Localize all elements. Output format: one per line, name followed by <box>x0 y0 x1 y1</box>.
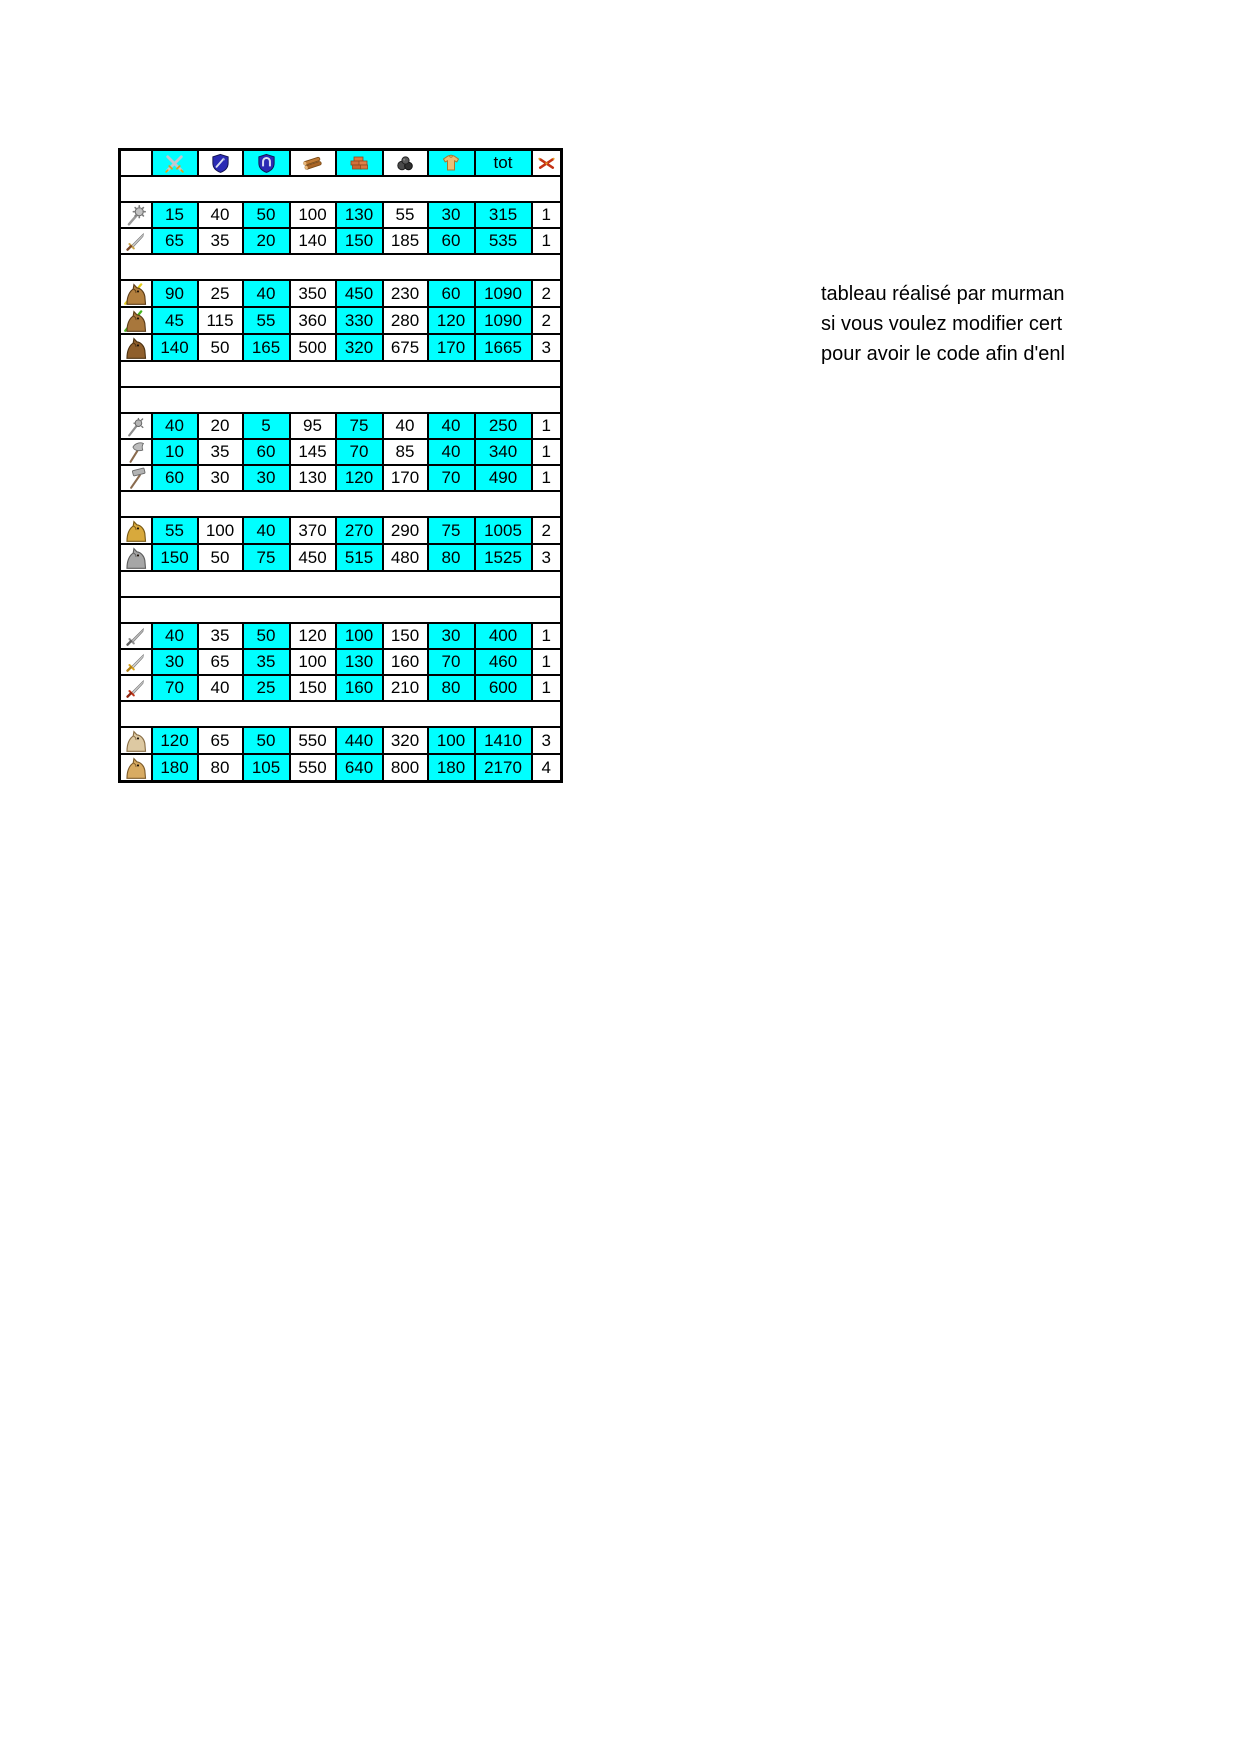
note-line-2: si vous voulez modifier cert <box>821 313 1063 335</box>
value-cell: 70 <box>336 439 383 465</box>
value-cell: 85 <box>383 439 428 465</box>
value-cell: 350 <box>290 280 336 307</box>
header-cell-attack <box>152 150 198 177</box>
value-cell: 100 <box>290 202 336 228</box>
horse-green-lance-icon <box>121 308 151 333</box>
value-cell: 640 <box>336 754 383 782</box>
value-cell: 40 <box>152 413 198 439</box>
value-cell: 165 <box>243 334 290 361</box>
value-cell: 1525 <box>475 544 532 571</box>
unit-icon-cell <box>120 202 152 228</box>
value-cell: 65 <box>198 649 243 675</box>
value-cell: 120 <box>290 623 336 649</box>
value-cell: 100 <box>290 649 336 675</box>
value-cell: 1 <box>532 202 562 228</box>
value-cell: 150 <box>383 623 428 649</box>
value-cell: 535 <box>475 228 532 254</box>
unit-icon-cell <box>120 754 152 782</box>
value-cell: 3 <box>532 727 562 754</box>
units-table <box>118 148 563 783</box>
unit-icon-cell <box>120 727 152 754</box>
value-cell: 150 <box>290 675 336 701</box>
spacer-cell <box>120 597 562 623</box>
header-cell-total <box>475 150 532 177</box>
header-cell-defense-cavalry <box>243 150 290 177</box>
unit-row <box>120 675 562 701</box>
spacer-cell <box>120 361 562 387</box>
value-cell: 40 <box>428 439 475 465</box>
value-cell: 675 <box>383 334 428 361</box>
value-cell: 40 <box>383 413 428 439</box>
value-cell: 120 <box>152 727 198 754</box>
value-cell: 20 <box>198 413 243 439</box>
spacer-row <box>120 176 562 202</box>
value-cell: 70 <box>428 649 475 675</box>
war-hammer-icon <box>121 466 151 490</box>
iron-icon <box>384 151 427 175</box>
unit-row <box>120 623 562 649</box>
value-cell: 3 <box>532 544 562 571</box>
unit-icon-cell <box>120 439 152 465</box>
horse-beige-icon <box>121 728 151 753</box>
header-cell-level <box>532 150 562 177</box>
value-cell: 320 <box>383 727 428 754</box>
value-cell: 450 <box>290 544 336 571</box>
value-cell: 150 <box>152 544 198 571</box>
value-cell: 40 <box>152 623 198 649</box>
value-cell: 230 <box>383 280 428 307</box>
value-cell: 800 <box>383 754 428 782</box>
value-cell: 280 <box>383 307 428 334</box>
armor-icon <box>429 151 474 175</box>
value-cell: 515 <box>336 544 383 571</box>
unit-row <box>120 727 562 754</box>
value-cell: 1 <box>532 649 562 675</box>
unit-icon-cell <box>120 465 152 491</box>
unit-icon-cell <box>120 280 152 307</box>
value-cell: 25 <box>198 280 243 307</box>
value-cell: 70 <box>428 465 475 491</box>
header-cell-iron <box>383 150 428 177</box>
unit-row <box>120 228 562 254</box>
spacer-row <box>120 571 562 597</box>
value-cell: 105 <box>243 754 290 782</box>
unit-row <box>120 280 562 307</box>
value-cell: 60 <box>243 439 290 465</box>
header-cell-armor <box>428 150 475 177</box>
unit-row <box>120 334 562 361</box>
value-cell: 75 <box>428 517 475 544</box>
value-cell: 30 <box>198 465 243 491</box>
value-cell: 120 <box>336 465 383 491</box>
value-cell: 370 <box>290 517 336 544</box>
value-cell: 1 <box>532 439 562 465</box>
value-cell: 130 <box>290 465 336 491</box>
shield-sword-icon <box>199 151 242 175</box>
value-cell: 70 <box>152 675 198 701</box>
value-cell: 180 <box>428 754 475 782</box>
unit-icon-cell <box>120 517 152 544</box>
value-cell: 2 <box>532 517 562 544</box>
header-cell-clay <box>336 150 383 177</box>
spacer-cell <box>120 571 562 597</box>
value-cell: 40 <box>428 413 475 439</box>
value-cell: 40 <box>198 675 243 701</box>
value-cell: 40 <box>243 280 290 307</box>
spacer-cell <box>120 491 562 517</box>
spacer-cell <box>120 701 562 727</box>
axe-icon <box>121 440 151 464</box>
value-cell: 5 <box>243 413 290 439</box>
value-cell: 360 <box>290 307 336 334</box>
value-cell: 140 <box>152 334 198 361</box>
spacer-row <box>120 701 562 727</box>
value-cell: 90 <box>152 280 198 307</box>
value-cell: 550 <box>290 754 336 782</box>
spacer-row <box>120 491 562 517</box>
unit-icon-cell <box>120 544 152 571</box>
unit-row <box>120 544 562 571</box>
value-cell: 2 <box>532 280 562 307</box>
value-cell: 60 <box>152 465 198 491</box>
value-cell: 55 <box>383 202 428 228</box>
value-cell: 50 <box>243 202 290 228</box>
value-cell: 1 <box>532 413 562 439</box>
value-cell: 50 <box>243 727 290 754</box>
unit-icon-cell <box>120 675 152 701</box>
morning-star-icon <box>121 203 151 227</box>
value-cell: 30 <box>243 465 290 491</box>
value-cell: 145 <box>290 439 336 465</box>
value-cell: 400 <box>475 623 532 649</box>
crossed-swords-icon <box>153 151 197 175</box>
value-cell: 55 <box>152 517 198 544</box>
value-cell: 65 <box>152 228 198 254</box>
value-cell: 10 <box>152 439 198 465</box>
value-cell: 550 <box>290 727 336 754</box>
sword-red-icon <box>121 676 151 700</box>
value-cell: 3 <box>532 334 562 361</box>
value-cell: 270 <box>336 517 383 544</box>
spacer-row <box>120 387 562 413</box>
value-cell: 130 <box>336 202 383 228</box>
value-cell: 600 <box>475 675 532 701</box>
value-cell: 80 <box>428 675 475 701</box>
clay-icon <box>337 151 382 175</box>
author-note <box>821 279 1065 369</box>
value-cell: 100 <box>198 517 243 544</box>
value-cell: 95 <box>290 413 336 439</box>
spacer-row <box>120 361 562 387</box>
unit-row <box>120 517 562 544</box>
value-cell: 290 <box>383 517 428 544</box>
total-column-label: tot <box>493 153 513 172</box>
value-cell: 40 <box>198 202 243 228</box>
value-cell: 50 <box>198 544 243 571</box>
value-cell: 1 <box>532 228 562 254</box>
value-cell: 315 <box>475 202 532 228</box>
header-cell-wood <box>290 150 336 177</box>
sword-gray-icon <box>121 624 151 648</box>
value-cell: 50 <box>198 334 243 361</box>
value-cell: 160 <box>383 649 428 675</box>
unit-row <box>120 307 562 334</box>
header-cell-unit <box>120 150 152 177</box>
value-cell: 170 <box>428 334 475 361</box>
value-cell: 1 <box>532 623 562 649</box>
value-cell: 160 <box>336 675 383 701</box>
value-cell: 30 <box>428 623 475 649</box>
value-cell: 185 <box>383 228 428 254</box>
table-header-row <box>120 150 562 177</box>
value-cell: 170 <box>383 465 428 491</box>
spacer-cell <box>120 254 562 280</box>
value-cell: 130 <box>336 649 383 675</box>
value-cell: 120 <box>428 307 475 334</box>
note-line-1: tableau réalisé par murman <box>821 283 1065 305</box>
value-cell: 35 <box>198 228 243 254</box>
red-crossed-tools-icon <box>533 151 561 175</box>
value-cell: 25 <box>243 675 290 701</box>
value-cell: 30 <box>152 649 198 675</box>
spacer-row <box>120 254 562 280</box>
value-cell: 1 <box>532 465 562 491</box>
value-cell: 140 <box>290 228 336 254</box>
value-cell: 460 <box>475 649 532 675</box>
value-cell: 45 <box>152 307 198 334</box>
value-cell: 1090 <box>475 280 532 307</box>
value-cell: 1410 <box>475 727 532 754</box>
value-cell: 75 <box>336 413 383 439</box>
value-cell: 60 <box>428 280 475 307</box>
value-cell: 15 <box>152 202 198 228</box>
unit-row <box>120 754 562 782</box>
value-cell: 210 <box>383 675 428 701</box>
spacer-cell <box>120 387 562 413</box>
header-cell-defense-infantry <box>198 150 243 177</box>
value-cell: 500 <box>290 334 336 361</box>
value-cell: 340 <box>475 439 532 465</box>
value-cell: 150 <box>336 228 383 254</box>
horse-tan-icon <box>121 755 151 780</box>
horse-brown-icon <box>121 335 151 360</box>
unit-icon-cell <box>120 228 152 254</box>
value-cell: 55 <box>243 307 290 334</box>
horse-gray-icon <box>121 545 151 570</box>
unit-icon-cell <box>120 413 152 439</box>
unit-icon-cell <box>120 623 152 649</box>
unit-icon-cell <box>120 649 152 675</box>
value-cell: 1 <box>532 675 562 701</box>
value-cell: 35 <box>243 649 290 675</box>
value-cell: 100 <box>336 623 383 649</box>
note-line-3: pour avoir le code afin d'enl <box>821 343 1065 365</box>
value-cell: 35 <box>198 623 243 649</box>
shield-horseshoe-icon <box>244 151 289 175</box>
value-cell: 330 <box>336 307 383 334</box>
value-cell: 180 <box>152 754 198 782</box>
unit-icon-cell <box>120 307 152 334</box>
value-cell: 40 <box>243 517 290 544</box>
value-cell: 100 <box>428 727 475 754</box>
value-cell: 65 <box>198 727 243 754</box>
spacer-row <box>120 597 562 623</box>
value-cell: 50 <box>243 623 290 649</box>
value-cell: 2170 <box>475 754 532 782</box>
horse-gold-icon <box>121 518 151 543</box>
value-cell: 30 <box>428 202 475 228</box>
horse-yellow-lance-icon <box>121 281 151 306</box>
sword-gold-icon <box>121 650 151 674</box>
value-cell: 490 <box>475 465 532 491</box>
value-cell: 1090 <box>475 307 532 334</box>
unit-row <box>120 439 562 465</box>
value-cell: 60 <box>428 228 475 254</box>
value-cell: 450 <box>336 280 383 307</box>
value-cell: 75 <box>243 544 290 571</box>
spacer-cell <box>120 176 562 202</box>
value-cell: 80 <box>428 544 475 571</box>
sword-bronze-icon <box>121 229 151 253</box>
unit-icon-cell <box>120 334 152 361</box>
value-cell: 1665 <box>475 334 532 361</box>
value-cell: 80 <box>198 754 243 782</box>
value-cell: 2 <box>532 307 562 334</box>
unit-row <box>120 649 562 675</box>
unit-row <box>120 465 562 491</box>
unit-row <box>120 413 562 439</box>
value-cell: 115 <box>198 307 243 334</box>
value-cell: 35 <box>198 439 243 465</box>
wood-icon <box>291 151 335 175</box>
value-cell: 1005 <box>475 517 532 544</box>
value-cell: 4 <box>532 754 562 782</box>
value-cell: 20 <box>243 228 290 254</box>
value-cell: 250 <box>475 413 532 439</box>
value-cell: 320 <box>336 334 383 361</box>
unit-row <box>120 202 562 228</box>
value-cell: 480 <box>383 544 428 571</box>
club-icon <box>121 414 151 438</box>
value-cell: 440 <box>336 727 383 754</box>
